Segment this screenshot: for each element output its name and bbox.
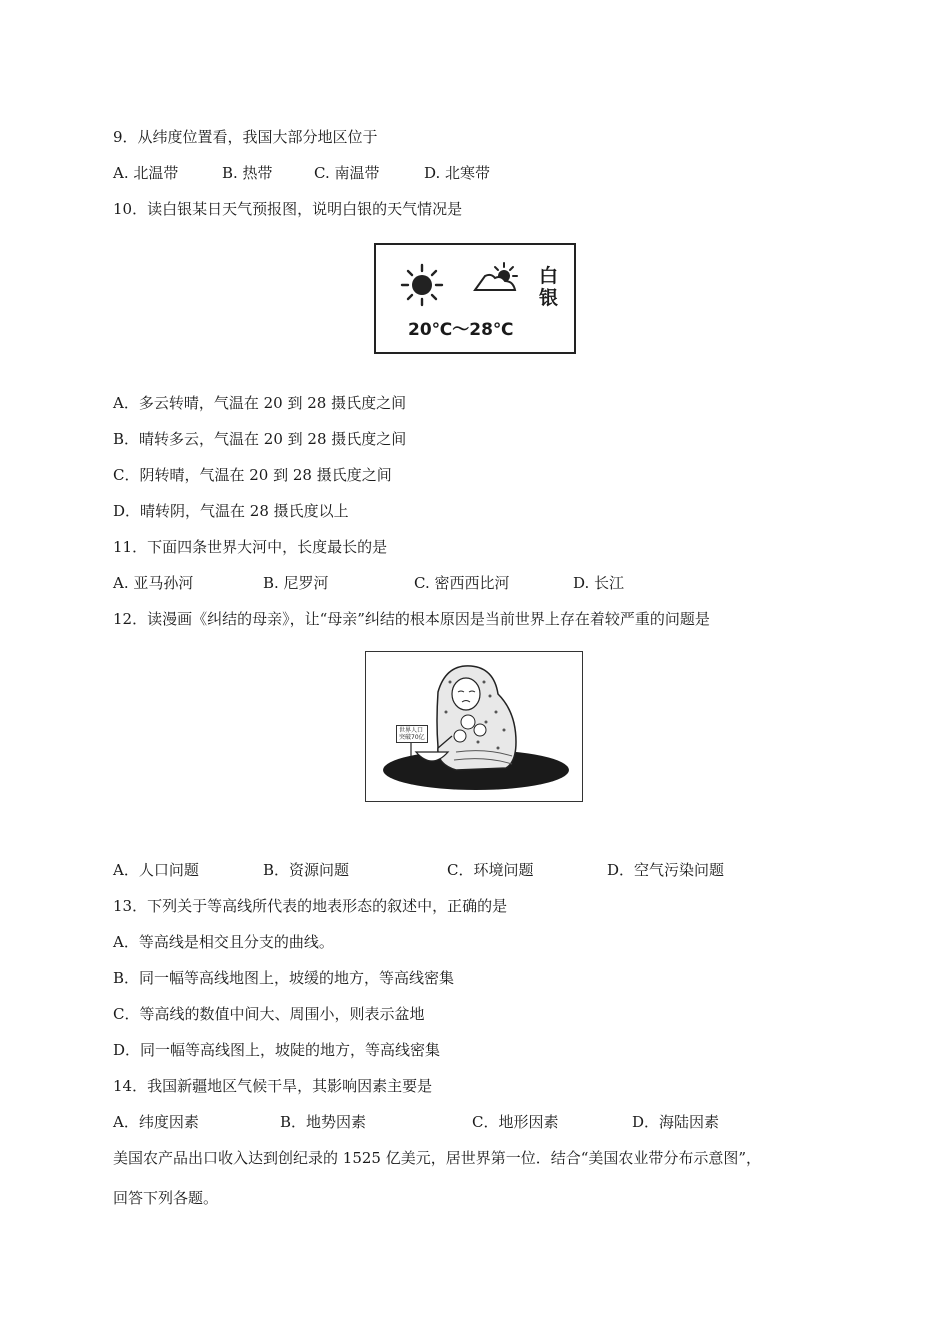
q12-option-d: D．空气污染问题 [607, 861, 725, 879]
q14-option-a: A．纬度因素 [113, 1113, 199, 1131]
cartoon-figure [365, 651, 583, 802]
q14-option-b: B．地势因素 [280, 1113, 367, 1131]
q9-option-c: C. 南温带 [314, 164, 380, 182]
question-14-stem: 14．我国新疆地区气候干旱，其影响因素主要是 [113, 1077, 433, 1095]
sun-icon [400, 263, 444, 307]
population-sign: 世界人口 突破70亿 [396, 725, 428, 743]
q13-option-c: C．等高线的数值中间大、周围小，则表示盆地 [113, 1005, 425, 1023]
q12-option-b: B．资源问题 [263, 861, 350, 879]
q13-option-d: D．同一幅等高线图上，坡陡的地方，等高线密集 [113, 1041, 441, 1059]
city-label: 白银 [539, 265, 559, 309]
q10-option-c: C．阴转晴，气温在 20 到 28 摄氏度之间 [113, 466, 392, 484]
q12-option-c: C．环境问题 [447, 861, 534, 879]
partly-cloudy-icon [471, 261, 523, 295]
q13-option-b: B．同一幅等高线地图上，坡缓的地方，等高线密集 [113, 969, 455, 987]
q10-option-b: B．晴转多云，气温在 20 到 28 摄氏度之间 [113, 430, 407, 448]
q11-option-d: D. 长江 [573, 574, 625, 592]
passage-line-2: 回答下列各题。 [113, 1189, 219, 1207]
q10-option-d: D．晴转阴，气温在 28 摄氏度以上 [113, 502, 349, 520]
passage-line-1: 美国农产品出口收入达到创纪录的 1525 亿美元，居世界第一位．结合“美国农业带分布示意图”， [113, 1149, 762, 1167]
q9-option-d: D. 北寒带 [424, 164, 491, 182]
question-12-stem: 12．读漫画《纠结的母亲》，让“母亲”纠结的根本原因是当前世界上存在着较严重的问题是 [113, 610, 710, 628]
q14-option-d: D．海陆因素 [632, 1113, 720, 1131]
question-10-stem: 10．读白银某日天气预报图，说明白银的天气情况是 [113, 200, 463, 218]
q12-option-a: A．人口问题 [113, 861, 199, 879]
q14-option-c: C．地形因素 [472, 1113, 559, 1131]
weather-forecast-figure [374, 243, 576, 354]
q11-option-b: B. 尼罗河 [263, 574, 329, 592]
question-11-stem: 11．下面四条世界大河中，长度最长的是 [113, 538, 388, 556]
question-13-stem: 13．下列关于等高线所代表的地表形态的叙述中，正确的是 [113, 897, 508, 915]
q13-option-a: A．等高线是相交且分支的曲线。 [113, 933, 334, 951]
q10-option-a: A．多云转晴，气温在 20 到 28 摄氏度之间 [113, 394, 407, 412]
q9-option-a: A. 北温带 [113, 164, 179, 182]
temperature-range: 20℃～28℃ [408, 320, 514, 340]
q9-option-b: B. 热带 [222, 164, 273, 182]
q11-option-a: A. 亚马孙河 [113, 574, 194, 592]
q11-option-c: C. 密西西比河 [414, 574, 510, 592]
question-9-stem: 9．从纬度位置看，我国大部分地区位于 [113, 128, 378, 146]
